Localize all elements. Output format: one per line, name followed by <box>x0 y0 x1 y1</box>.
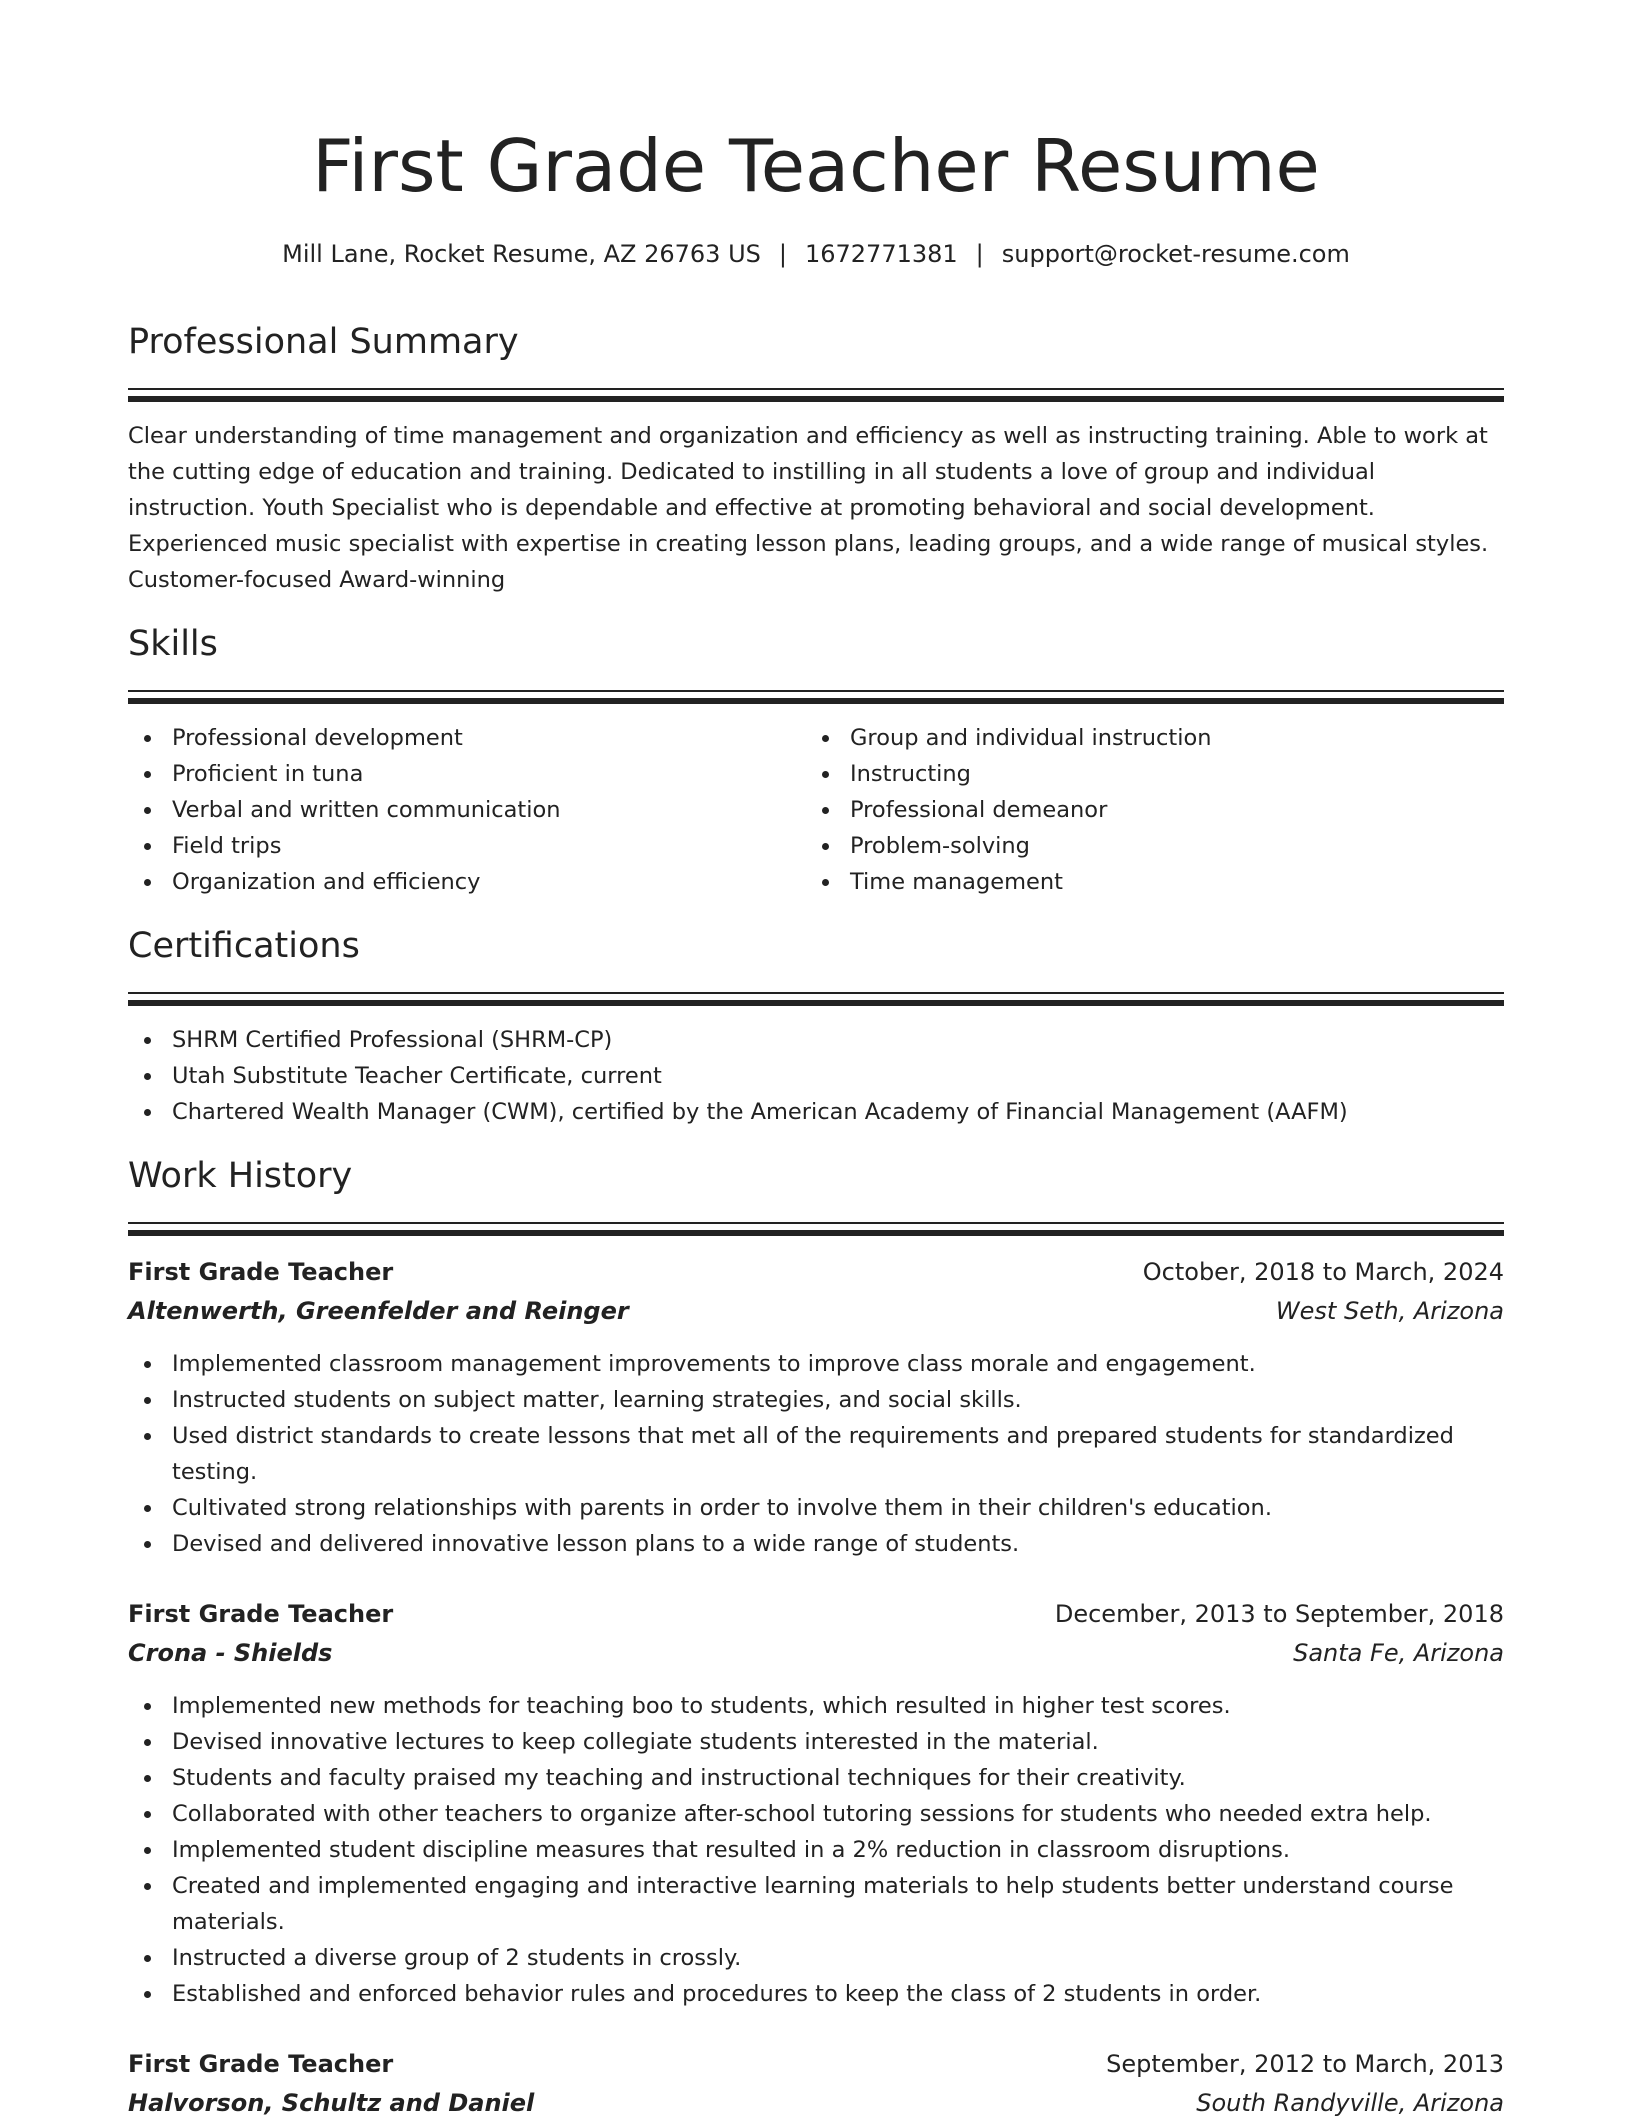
job-dates: December, 2013 to September, 2018 <box>1054 1600 1504 1628</box>
skill-item: Organization and efficiency <box>128 864 806 900</box>
resume-title: First Grade Teacher Resume <box>312 124 1320 208</box>
job-location: West Seth, Arizona <box>1275 1297 1504 1325</box>
certification-item: Chartered Wealth Manager (CWM), certified by the American Academy of Financial Management (AAFM) <box>128 1094 1504 1130</box>
certifications-list <box>128 1022 1504 1130</box>
job-bullet: Implemented classroom management improvements to improve class morale and engagement. <box>128 1346 1504 1382</box>
job-bullet: Collaborated with other teachers to organize after-school tutoring sessions for students who needed extra help. <box>128 1796 1504 1832</box>
skill-item: Verbal and written communication <box>128 792 806 828</box>
skill-item: Group and individual instruction <box>806 720 1484 756</box>
certifications-section <box>128 920 1504 1130</box>
section-rule <box>128 698 1504 704</box>
contact-separator: | <box>778 240 787 268</box>
skill-item: Professional development <box>128 720 806 756</box>
job-header <box>128 1252 1504 1292</box>
job-bullet-list <box>128 1346 1504 1562</box>
summary-text: Clear understanding of time management and organization and efficiency as well as instructing training. Able to work at the cutting edge of education and training. Dedicated to instilling in all students a love of group and individual instruction. Youth Specialist who is dependable and effective at promoting behavioral and social development. Experienced music specialist with expertise in creating lesson plans, leading groups, and a wide range of musical styles. Customer-focused Award-winning <box>128 423 1489 593</box>
section-heading-work-history: Work History <box>128 1156 353 1196</box>
skill-item: Field trips <box>128 828 806 864</box>
section-rule <box>128 690 1504 692</box>
section-rule <box>128 1230 1504 1236</box>
job-bullet: Instructed students on subject matter, learning strategies, and social skills. <box>128 1382 1504 1418</box>
job-bullet-list <box>128 1688 1504 2012</box>
skill-item: Proficient in tuna <box>128 756 806 792</box>
job-title: First Grade Teacher <box>128 1258 394 1286</box>
section-rule <box>128 1222 1504 1224</box>
skill-item: Professional demeanor <box>806 792 1484 828</box>
job-subheader <box>128 1634 1504 1672</box>
job-bullet: Instructed a diverse group of 2 students in crossly. <box>128 1940 1504 1976</box>
job-dates: October, 2018 to March, 2024 <box>1142 1258 1504 1286</box>
certification-item: SHRM Certified Professional (SHRM-CP) <box>128 1022 1504 1058</box>
skills-section <box>128 618 1504 900</box>
job-bullet: Devised innovative lectures to keep collegiate students interested in the material. <box>128 1724 1504 1760</box>
section-rule <box>128 396 1504 402</box>
job-entry <box>128 1252 1504 1562</box>
job-company: Altenwerth, Greenfelder and Reinger <box>128 1297 629 1325</box>
job-bullet: Cultivated strong relationships with parents in order to involve them in their children's education. <box>128 1490 1504 1526</box>
job-header <box>128 2044 1504 2084</box>
contact-address: Mill Lane, Rocket Resume, AZ 26763 US <box>282 240 761 268</box>
job-header <box>128 1594 1504 1634</box>
job-entry <box>128 2044 1504 2122</box>
job-dates: September, 2012 to March, 2013 <box>1106 2050 1504 2078</box>
job-company: Crona - Shields <box>128 1639 333 1667</box>
section-rule <box>128 992 1504 994</box>
job-location: Santa Fe, Arizona <box>1293 1639 1504 1667</box>
contact-email: support@rocket-resume.com <box>1001 240 1350 268</box>
job-bullet: Established and enforced behavior rules and procedures to keep the class of 2 students in order. <box>128 1976 1504 2012</box>
professional-summary-section <box>128 316 1504 598</box>
resume-content <box>128 316 1504 2122</box>
job-bullet: Implemented new methods for teaching boo to students, which resulted in higher test scores. <box>128 1688 1504 1724</box>
section-heading-skills: Skills <box>128 624 218 664</box>
section-heading-summary: Professional Summary <box>128 322 519 362</box>
work-history-section <box>128 1150 1504 2122</box>
skills-columns <box>128 720 1504 900</box>
job-entry <box>128 1594 1504 2012</box>
job-subheader <box>128 1292 1504 1330</box>
skill-item: Problem-solving <box>806 828 1484 864</box>
job-title: First Grade Teacher <box>128 2050 394 2078</box>
job-bullet: Students and faculty praised my teaching and instructional techniques for their creativity. <box>128 1760 1504 1796</box>
skills-list-left <box>128 720 806 900</box>
section-rule <box>128 1000 1504 1006</box>
contact-phone: 1672771381 <box>804 240 958 268</box>
skill-item: Time management <box>806 864 1484 900</box>
skill-item: Instructing <box>806 756 1484 792</box>
job-bullet: Created and implemented engaging and interactive learning materials to help students better understand course materials. <box>128 1868 1504 1940</box>
job-bullet: Used district standards to create lessons that met all of the requirements and prepared students for standardized testing. <box>128 1418 1504 1490</box>
section-heading-certifications: Certifications <box>128 926 360 966</box>
job-bullet: Implemented student discipline measures that resulted in a 2% reduction in classroom disruptions. <box>128 1832 1504 1868</box>
contact-line <box>0 236 1632 272</box>
contact-separator: | <box>975 240 984 268</box>
certification-item: Utah Substitute Teacher Certificate, current <box>128 1058 1504 1094</box>
job-title: First Grade Teacher <box>128 1600 394 1628</box>
job-location: South Randyville, Arizona <box>1196 2089 1504 2117</box>
job-company: Halvorson, Schultz and Daniel <box>128 2089 535 2117</box>
section-rule <box>128 388 1504 390</box>
skills-list-right <box>806 720 1484 900</box>
job-subheader <box>128 2084 1504 2122</box>
job-bullet: Devised and delivered innovative lesson plans to a wide range of students. <box>128 1526 1504 1562</box>
